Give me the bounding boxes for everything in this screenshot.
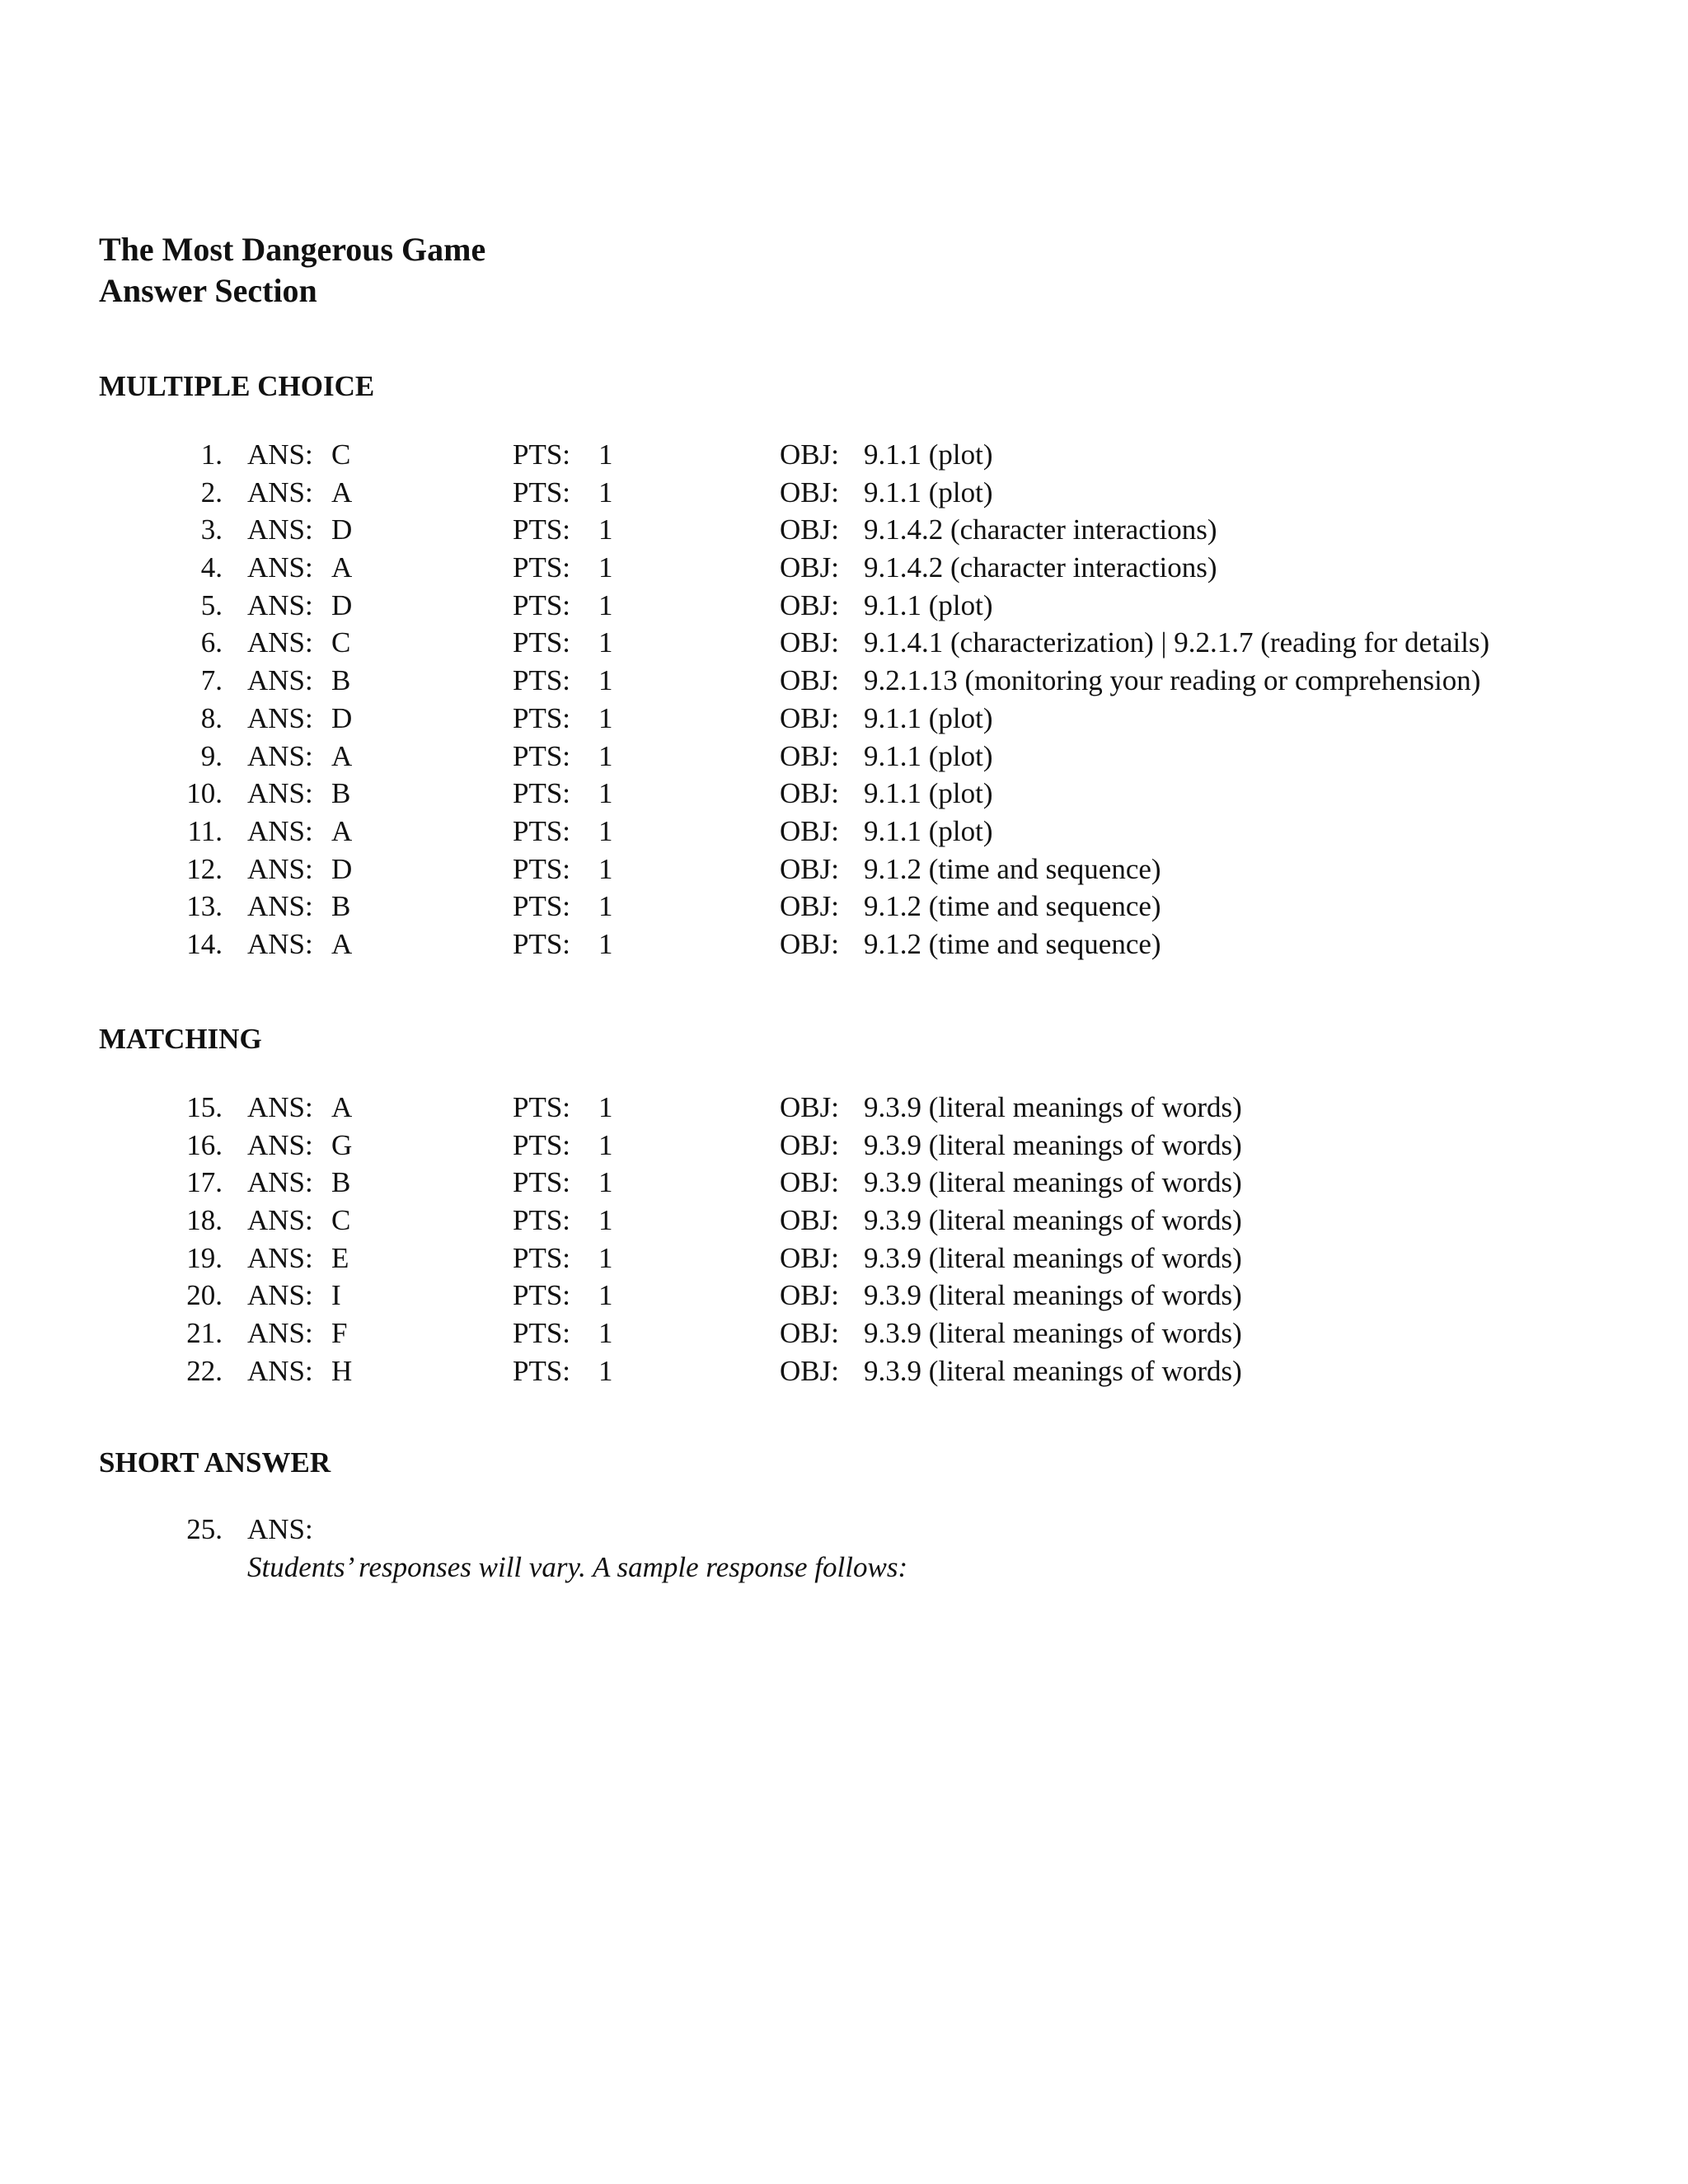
answer-value: C xyxy=(331,438,351,471)
points-value: 1 xyxy=(598,513,613,546)
answer-row xyxy=(0,1164,1688,1202)
objective-value: 9.3.9 (literal meanings of words) xyxy=(864,1128,1242,1161)
points-value: 1 xyxy=(598,626,613,659)
item-number: 16. xyxy=(186,1128,223,1161)
answer-value: C xyxy=(331,1204,351,1237)
objective-label: OBJ: xyxy=(780,701,839,734)
objective-label: OBJ: xyxy=(780,777,839,810)
objective-value: 9.1.2 (time and sequence) xyxy=(864,852,1161,885)
points-value: 1 xyxy=(598,588,613,621)
objective-value: 9.3.9 (literal meanings of words) xyxy=(864,1091,1242,1123)
objective-value: 9.3.9 (literal meanings of words) xyxy=(864,1241,1242,1274)
answer-value: D xyxy=(331,588,353,621)
answer-row xyxy=(0,1315,1688,1352)
answer-row xyxy=(0,1240,1688,1277)
item-number: 7. xyxy=(200,664,223,697)
points-label: PTS: xyxy=(513,476,571,509)
answer-label: ANS: xyxy=(247,1091,313,1123)
answer-value: G xyxy=(331,1128,353,1161)
objective-value: 9.3.9 (literal meanings of words) xyxy=(864,1279,1242,1312)
answer-row xyxy=(0,1202,1688,1240)
answer-label: ANS: xyxy=(247,852,313,885)
item-number: 13. xyxy=(186,890,223,923)
objective-label: OBJ: xyxy=(780,551,839,584)
answer-value: A xyxy=(331,927,353,960)
answer-label: ANS: xyxy=(247,927,313,960)
item-number: 22. xyxy=(186,1354,223,1387)
answer-label: ANS: xyxy=(247,1513,313,1545)
item-number: 8. xyxy=(200,701,223,734)
answer-row xyxy=(0,813,1688,851)
answer-row xyxy=(0,662,1688,700)
points-value: 1 xyxy=(598,551,613,584)
answer-value: E xyxy=(331,1241,349,1274)
item-number: 6. xyxy=(200,626,223,659)
points-value: 1 xyxy=(598,1354,613,1387)
points-label: PTS: xyxy=(513,927,571,960)
points-value: 1 xyxy=(598,927,613,960)
points-label: PTS: xyxy=(513,1204,571,1237)
answer-value: B xyxy=(331,664,351,697)
objective-value: 9.3.9 (literal meanings of words) xyxy=(864,1204,1242,1237)
answer-label: ANS: xyxy=(247,890,313,923)
objective-label: OBJ: xyxy=(780,1204,839,1237)
answer-label: ANS: xyxy=(247,664,313,697)
answer-row xyxy=(0,851,1688,888)
answer-label: ANS: xyxy=(247,814,313,847)
objective-value: 9.1.1 (plot) xyxy=(864,588,993,621)
item-number: 15. xyxy=(186,1091,223,1123)
item-number: 17. xyxy=(186,1166,223,1199)
answer-value: C xyxy=(331,626,351,659)
answer-row xyxy=(0,926,1688,963)
answer-value: I xyxy=(331,1279,341,1312)
points-label: PTS: xyxy=(513,1128,571,1161)
points-value: 1 xyxy=(598,777,613,810)
objective-value: 9.1.1 (plot) xyxy=(864,438,993,471)
answer-label: ANS: xyxy=(247,438,313,471)
answer-label: ANS: xyxy=(247,777,313,810)
item-number: 18. xyxy=(186,1204,223,1237)
objective-value: 9.1.1 (plot) xyxy=(864,701,993,734)
objective-label: OBJ: xyxy=(780,739,839,772)
answer-label: ANS: xyxy=(247,739,313,772)
document-title: The Most Dangerous Game xyxy=(99,231,486,268)
answer-label: ANS: xyxy=(247,701,313,734)
points-label: PTS: xyxy=(513,739,571,772)
item-number: 10. xyxy=(186,777,223,810)
objective-label: OBJ: xyxy=(780,588,839,621)
objective-label: OBJ: xyxy=(780,476,839,509)
points-value: 1 xyxy=(598,1091,613,1123)
points-value: 1 xyxy=(598,1241,613,1274)
points-label: PTS: xyxy=(513,1241,571,1274)
answer-label: ANS: xyxy=(247,551,313,584)
points-label: PTS: xyxy=(513,777,571,810)
objective-label: OBJ: xyxy=(780,1354,839,1387)
objective-value: 9.1.4.2 (character interactions) xyxy=(864,513,1217,546)
objective-value: 9.3.9 (literal meanings of words) xyxy=(864,1166,1242,1199)
points-value: 1 xyxy=(598,1279,613,1312)
item-number: 12. xyxy=(186,852,223,885)
answer-value: F xyxy=(331,1317,348,1350)
objective-label: OBJ: xyxy=(780,438,839,471)
answer-value: B xyxy=(331,777,351,810)
item-number: 11. xyxy=(187,814,223,847)
answer-value: H xyxy=(331,1354,353,1387)
objective-value: 9.1.1 (plot) xyxy=(864,777,993,810)
objective-value: 9.1.1 (plot) xyxy=(864,739,993,772)
answer-label: ANS: xyxy=(247,513,313,546)
points-value: 1 xyxy=(598,890,613,923)
section-heading-short-answer: SHORT ANSWER xyxy=(99,1446,331,1479)
points-value: 1 xyxy=(598,438,613,471)
answer-row xyxy=(0,888,1688,926)
objective-value: 9.1.1 (plot) xyxy=(864,476,993,509)
objective-label: OBJ: xyxy=(780,664,839,697)
answer-value: A xyxy=(331,476,353,509)
answer-value: B xyxy=(331,1166,351,1199)
points-label: PTS: xyxy=(513,1166,571,1199)
points-value: 1 xyxy=(598,739,613,772)
answer-row xyxy=(0,1352,1688,1390)
answer-row xyxy=(0,738,1688,776)
points-label: PTS: xyxy=(513,438,571,471)
points-value: 1 xyxy=(598,852,613,885)
item-number: 5. xyxy=(200,588,223,621)
objective-value: 9.1.4.2 (character interactions) xyxy=(864,551,1217,584)
answer-label: ANS: xyxy=(247,1166,313,1199)
answer-label: ANS: xyxy=(247,1354,313,1387)
points-value: 1 xyxy=(598,814,613,847)
points-label: PTS: xyxy=(513,1279,571,1312)
points-label: PTS: xyxy=(513,852,571,885)
item-number: 20. xyxy=(186,1279,223,1312)
points-label: PTS: xyxy=(513,814,571,847)
objective-label: OBJ: xyxy=(780,1317,839,1350)
answer-row xyxy=(0,624,1688,662)
answer-value: D xyxy=(331,701,353,734)
answer-value: B xyxy=(331,890,351,923)
document-subtitle: Answer Section xyxy=(99,272,317,309)
objective-label: OBJ: xyxy=(780,1166,839,1199)
objective-label: OBJ: xyxy=(780,852,839,885)
objective-label: OBJ: xyxy=(780,1091,839,1123)
answer-label: ANS: xyxy=(247,1241,313,1274)
points-value: 1 xyxy=(598,1166,613,1199)
answer-value: A xyxy=(331,814,353,847)
answer-value: D xyxy=(331,852,353,885)
answer-label: ANS: xyxy=(247,1317,313,1350)
answer-value: A xyxy=(331,1091,353,1123)
answer-value: A xyxy=(331,551,353,584)
objective-label: OBJ: xyxy=(780,814,839,847)
objective-label: OBJ: xyxy=(780,513,839,546)
objective-value: 9.3.9 (literal meanings of words) xyxy=(864,1354,1242,1387)
objective-label: OBJ: xyxy=(780,1241,839,1274)
points-value: 1 xyxy=(598,1204,613,1237)
answer-row xyxy=(0,775,1688,813)
section-heading-multiple-choice: MULTIPLE CHOICE xyxy=(99,370,375,402)
item-number: 1. xyxy=(200,438,223,471)
objective-value: 9.1.4.1 (characterization) | 9.2.1.7 (reading for details) xyxy=(864,626,1490,659)
answer-row xyxy=(0,549,1688,587)
answer-value: A xyxy=(331,739,353,772)
answer-row xyxy=(0,1089,1688,1127)
points-value: 1 xyxy=(598,1128,613,1161)
points-label: PTS: xyxy=(513,551,571,584)
points-value: 1 xyxy=(598,1317,613,1350)
points-label: PTS: xyxy=(513,1091,571,1123)
answer-value: D xyxy=(331,513,353,546)
objective-value: 9.3.9 (literal meanings of words) xyxy=(864,1317,1242,1350)
points-label: PTS: xyxy=(513,1317,571,1350)
item-number: 14. xyxy=(186,927,223,960)
points-value: 1 xyxy=(598,664,613,697)
answer-row xyxy=(0,436,1688,474)
points-label: PTS: xyxy=(513,1354,571,1387)
objective-value: 9.2.1.13 (monitoring your reading or comprehension) xyxy=(864,664,1481,697)
response-note: Students’ responses will vary. A sample response follows: xyxy=(247,1550,908,1583)
answer-label: ANS: xyxy=(247,1279,313,1312)
answer-label: ANS: xyxy=(247,476,313,509)
item-number: 3. xyxy=(200,513,223,546)
item-number: 25. xyxy=(186,1513,223,1545)
item-number: 2. xyxy=(200,476,223,509)
answer-label: ANS: xyxy=(247,1204,313,1237)
objective-label: OBJ: xyxy=(780,1128,839,1161)
answer-row xyxy=(0,1277,1688,1315)
answer-row xyxy=(0,474,1688,512)
matching-list xyxy=(0,1089,1688,1390)
objective-label: OBJ: xyxy=(780,1279,839,1312)
answer-row xyxy=(0,700,1688,738)
answer-label: ANS: xyxy=(247,588,313,621)
multiple-choice-list xyxy=(0,436,1688,963)
item-number: 19. xyxy=(186,1241,223,1274)
title-block xyxy=(99,229,485,312)
objective-value: 9.1.2 (time and sequence) xyxy=(864,927,1161,960)
points-label: PTS: xyxy=(513,664,571,697)
answer-row xyxy=(0,511,1688,549)
points-value: 1 xyxy=(598,701,613,734)
answer-label: ANS: xyxy=(247,626,313,659)
short-answer-item xyxy=(0,1511,1688,1586)
points-value: 1 xyxy=(598,476,613,509)
points-label: PTS: xyxy=(513,890,571,923)
answer-label: ANS: xyxy=(247,1128,313,1161)
objective-label: OBJ: xyxy=(780,927,839,960)
objective-label: OBJ: xyxy=(780,890,839,923)
points-label: PTS: xyxy=(513,513,571,546)
points-label: PTS: xyxy=(513,626,571,659)
objective-value: 9.1.1 (plot) xyxy=(864,814,993,847)
answer-row xyxy=(0,1127,1688,1165)
points-label: PTS: xyxy=(513,588,571,621)
objective-value: 9.1.2 (time and sequence) xyxy=(864,890,1161,923)
section-heading-matching: MATCHING xyxy=(99,1023,262,1055)
objective-label: OBJ: xyxy=(780,626,839,659)
item-number: 4. xyxy=(200,551,223,584)
item-number: 21. xyxy=(186,1317,223,1350)
answer-row xyxy=(0,587,1688,625)
item-number: 9. xyxy=(200,739,223,772)
points-label: PTS: xyxy=(513,701,571,734)
